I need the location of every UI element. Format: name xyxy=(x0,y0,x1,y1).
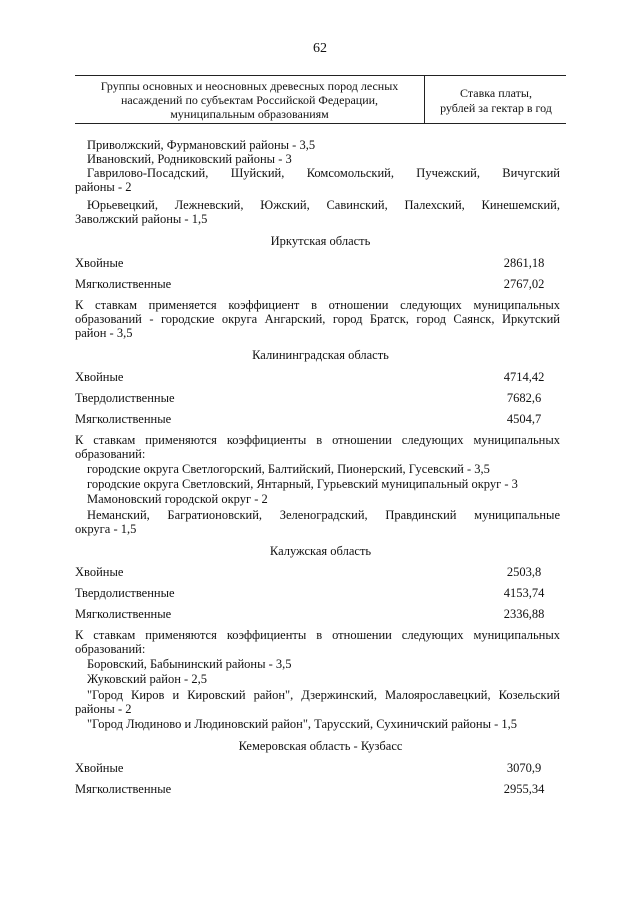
coef-note: район - 3,5 xyxy=(75,326,133,340)
table-row xyxy=(75,277,566,291)
header-col2-line2: рублей за гектар в год xyxy=(440,101,552,115)
table-row xyxy=(75,607,566,621)
coef-line: Ивановский, Родниковский районы - 3 xyxy=(87,152,292,166)
header-col1-line2: насаждений по субъектам Российской Федерации, xyxy=(120,93,379,107)
coef-note: образований: xyxy=(75,447,146,461)
rate-value: 7682,6 xyxy=(506,391,542,405)
coef-note: К ставкам применяются коэффициенты в отношении следующих муниципальных xyxy=(75,628,560,642)
region-title-irkutsk: Иркутская область xyxy=(270,234,371,248)
table-row xyxy=(75,412,566,426)
species-group: Твердолиственные xyxy=(75,391,175,405)
species-group: Хвойные xyxy=(75,761,124,775)
coef-line-cont: округа - 1,5 xyxy=(75,522,137,536)
table-row xyxy=(75,586,566,600)
table-row xyxy=(75,370,566,384)
header-col2-line1: Ставка платы, xyxy=(460,86,532,100)
rate-value: 2503,8 xyxy=(506,565,542,579)
rate-value: 2336,88 xyxy=(503,607,545,621)
rate-value: 4714,42 xyxy=(503,370,545,384)
header-col1-line1: Группы основных и неосновных древесных пород лесных xyxy=(100,79,399,93)
coef-line-cont: районы - 2 xyxy=(75,180,132,194)
table-row xyxy=(75,782,566,796)
table-row xyxy=(75,761,566,775)
region-title-kemerovo: Кемеровская область - Кузбасс xyxy=(238,739,403,753)
coef-line: Мамоновский городской округ - 2 xyxy=(87,492,268,506)
table-row xyxy=(75,256,566,270)
coef-line: Гаврилово-Посадский, Шуйский, Комсомольский, Пучежский, Вичугский xyxy=(87,166,560,180)
species-group: Твердолиственные xyxy=(75,586,175,600)
species-group: Хвойные xyxy=(75,256,124,270)
table-row xyxy=(75,391,566,405)
species-group: Хвойные xyxy=(75,370,124,384)
header-column-groups xyxy=(75,76,425,123)
coef-line: Юрьевецкий, Лежневский, Южский, Савинский, Палехский, Кинешемский, xyxy=(87,198,560,212)
region-title-kaliningrad: Калининградская область xyxy=(252,348,389,362)
coef-line: Приволжский, Фурмановский районы - 3,5 xyxy=(87,138,316,152)
table-row xyxy=(75,565,566,579)
coef-line-cont: районы - 2 xyxy=(75,702,132,716)
species-group: Мягколиственные xyxy=(75,277,172,291)
header-column-rate xyxy=(426,76,566,123)
rate-value: 2767,02 xyxy=(503,277,545,291)
species-group: Мягколиственные xyxy=(75,607,172,621)
species-group: Хвойные xyxy=(75,565,124,579)
coef-line: Жуковский район - 2,5 xyxy=(87,672,207,686)
coef-line: Неманский, Багратионовский, Зеленоградский, Правдинский муниципальные xyxy=(87,508,560,522)
coef-line: "Город Людиново и Людиновский район", Тарусский, Сухиничский районы - 1,5 xyxy=(87,717,518,731)
rate-value: 4504,7 xyxy=(506,412,542,426)
species-group: Мягколиственные xyxy=(75,782,172,796)
coef-line-cont: Заволжский районы - 1,5 xyxy=(75,212,208,226)
coef-note: образований - городские округа Ангарский, город Братск, город Саянск, Иркутский xyxy=(75,312,560,326)
rate-value: 3070,9 xyxy=(506,761,542,775)
rate-value: 2955,34 xyxy=(503,782,545,796)
species-group: Мягколиственные xyxy=(75,412,172,426)
coef-line: "Город Киров и Кировский район", Дзержинский, Малоярославецкий, Козельский xyxy=(87,688,560,702)
rate-value: 4153,74 xyxy=(503,586,545,600)
coef-note: образований: xyxy=(75,642,146,656)
coef-line: городские округа Светловский, Янтарный, Гурьевский муниципальный округ - 3 xyxy=(87,477,518,491)
header-col1-line3: муниципальным образованиям xyxy=(170,107,329,121)
coef-note: К ставкам применяются коэффициенты в отношении следующих муниципальных xyxy=(75,433,560,447)
page-number: 62 xyxy=(313,41,327,56)
coef-note: К ставкам применяется коэффициент в отношении следующих муниципальных xyxy=(75,298,560,312)
table-header xyxy=(75,75,566,124)
coef-line: городские округа Светлогорский, Балтийский, Пионерский, Гусевский - 3,5 xyxy=(87,462,490,476)
region-title-kaluga: Калужская область xyxy=(269,544,372,558)
coef-line: Боровский, Бабынинский районы - 3,5 xyxy=(87,657,292,671)
rate-value: 2861,18 xyxy=(503,256,545,270)
